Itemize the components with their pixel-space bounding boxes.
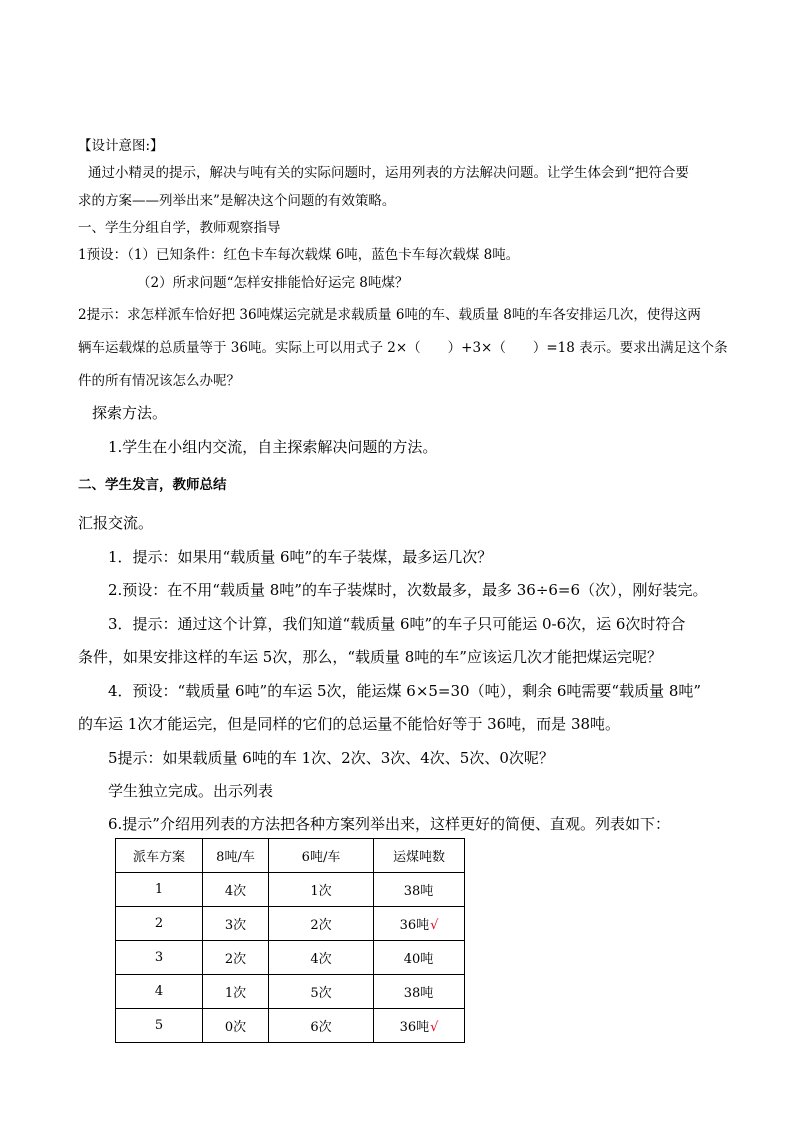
cell-6t: 6次	[269, 1009, 374, 1043]
cell-6t: 1次	[269, 873, 374, 907]
table-row	[116, 907, 465, 941]
hint2-line-1: 2提示：求怎样派车恰好把 36吨煤运完就是求载质量 6吨的车、载质量 8吨的车各安排运几次，使得这两	[78, 307, 701, 323]
hint2-line-3: 件的所有情况该怎么办呢？	[78, 373, 240, 389]
cell-6t: 2次	[269, 907, 374, 941]
header-8t: 8吨/车	[203, 839, 269, 873]
cell-8t: 2次	[203, 941, 269, 975]
check-mark: √	[430, 918, 439, 933]
table-row	[116, 873, 465, 907]
total-value: 38吨	[403, 986, 434, 1001]
cell-total	[374, 1009, 465, 1043]
section1-title: 一、学生分组自学，教师观察指导	[78, 220, 281, 236]
total-value: 36吨	[399, 918, 430, 933]
explore-step-1: 1.学生在小组内交流，自主探索解决问题的方法。	[108, 438, 438, 456]
item-4-line-1: 4．预设：“载质量 6吨”的车运 5次，能运煤 6×5=30（吨），剩余 6吨需要“载质量 8吨”	[108, 682, 702, 700]
preset-line-2: （2）所求问题“怎样安排能恰好运完 8吨煤？	[137, 275, 409, 291]
table-header-row	[116, 839, 465, 873]
table-row	[116, 1009, 465, 1043]
section2-title: 二、学生发言，教师总结	[78, 477, 227, 493]
cell-plan: 4	[116, 975, 203, 1009]
item-3-line-2: 条件，如果安排这样的车运 5次，那么，“载质量 8吨的车”应该运几次才能把煤运完呢？	[78, 648, 662, 666]
cell-total	[374, 941, 465, 975]
cell-6t: 4次	[269, 941, 374, 975]
cell-8t: 0次	[203, 1009, 269, 1043]
cell-plan: 5	[116, 1009, 203, 1043]
design-intent-line-1: 通过小精灵的提示，解决与吨有关的实际问题时，运用列表的方法解决问题。让学生体会到“把符合要	[88, 165, 689, 181]
design-intent-line-2: 求的方案——列举出来”是解决这个问题的有效策略。	[78, 193, 396, 209]
hint2-line-2: 辆车运载煤的总质量等于 36吨。实际上可以用式子 2×（ ）+3×（ ）=18 表示。要求出满足这个条	[78, 340, 728, 356]
total-value: 40吨	[403, 952, 434, 967]
preset-line-1: 1预设：（1）已知条件：红色卡车每次载煤 6吨，蓝色卡车每次载煤 8吨。	[78, 247, 520, 263]
item-2: 2.预设：在不用“载质量 8吨”的车子装煤时，次数最多，最多 36÷6=6（次），刚好装完。	[108, 581, 708, 599]
item-6: 6.提示”介绍用列表的方法把各种方案列举出来，这样更好的简便、直观。列表如下：	[108, 815, 670, 833]
cell-plan: 1	[116, 873, 203, 907]
cell-8t: 1次	[203, 975, 269, 1009]
explore-method: 探索方法。	[92, 404, 168, 422]
table-row	[116, 975, 465, 1009]
report-label: 汇报交流。	[78, 514, 154, 532]
cell-total	[374, 873, 465, 907]
cell-8t: 3次	[203, 907, 269, 941]
header-6t: 6吨/车	[269, 839, 374, 873]
header-plan: 派车方案	[116, 839, 203, 873]
item-1: 1．提示：如果用“载质量 6吨”的车子装煤，最多运几次？	[108, 548, 493, 566]
student-complete: 学生独立完成。出示列表	[108, 782, 274, 800]
cell-total	[374, 907, 465, 941]
header-total: 运煤吨数	[374, 839, 465, 873]
item-5: 5提示：如果载质量 6吨的车 1次、2次、3次、4次、5次、0次呢？	[108, 749, 554, 767]
design-intent-heading: 【设计意图:】	[78, 138, 164, 154]
total-value: 36吨	[399, 1020, 430, 1035]
cell-8t: 4次	[203, 873, 269, 907]
cell-plan: 3	[116, 941, 203, 975]
check-mark: √	[430, 1020, 439, 1035]
table-row	[116, 941, 465, 975]
cell-6t: 5次	[269, 975, 374, 1009]
item-3-line-1: 3．提示：通过这个计算，我们知道“载质量 6吨”的车子只可能运 0-6次，运 6次时符合	[108, 615, 686, 633]
total-value: 38吨	[403, 884, 434, 899]
cell-plan: 2	[116, 907, 203, 941]
cell-total	[374, 975, 465, 1009]
dispatch-plan-table	[115, 838, 465, 1043]
item-4-line-2: 的车运 1次才能运完，但是同样的它们的总运量不能恰好等于 36吨，而是 38吨。	[78, 715, 621, 733]
